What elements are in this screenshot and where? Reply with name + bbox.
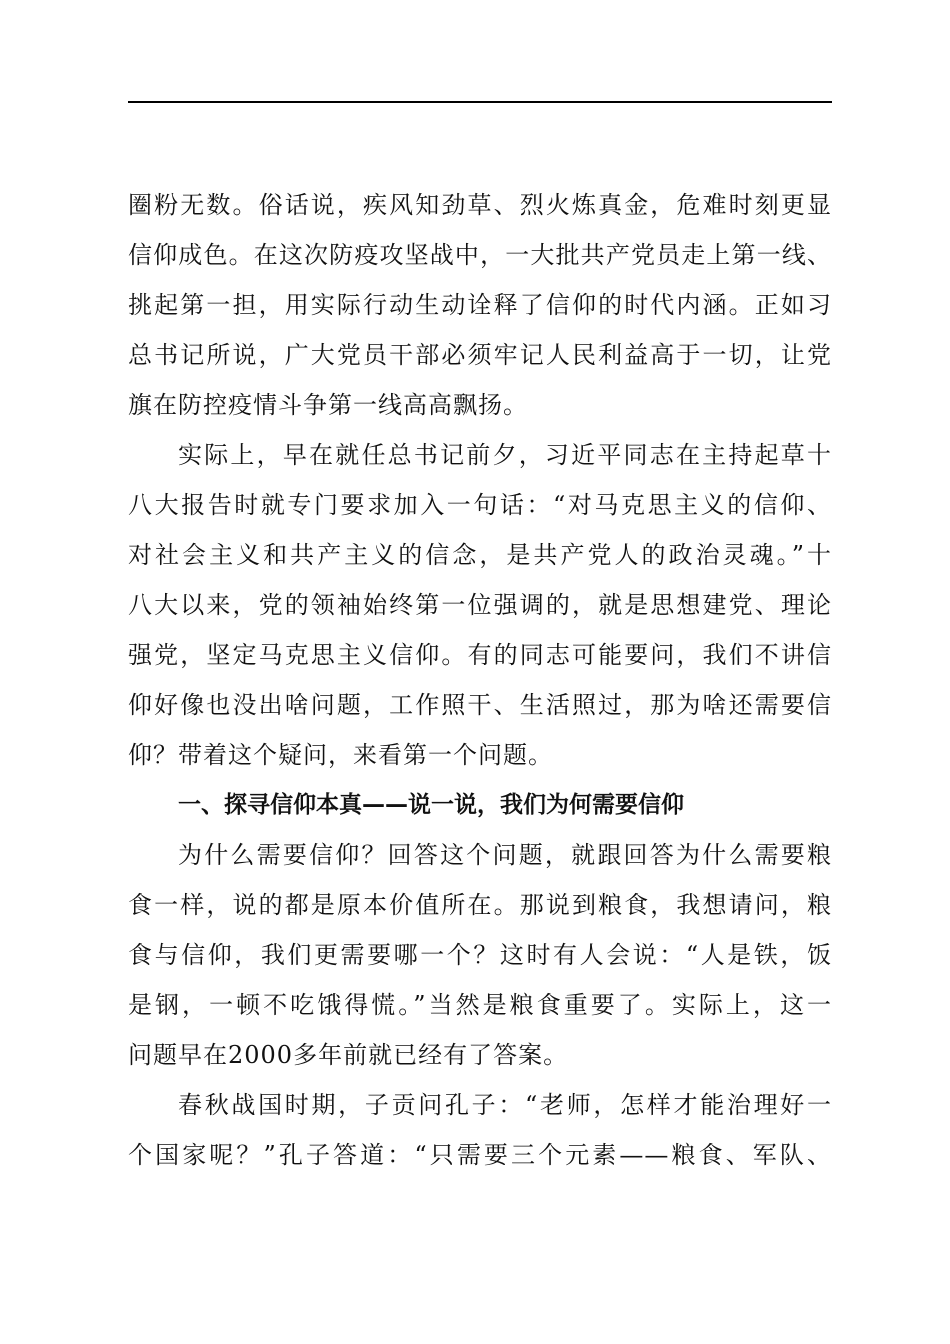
paragraph-1-line-4: 总书记所说，广大党员干部必须牢记人民利益高于一切，让党 [128,341,832,369]
paragraph-1-line-2: 信仰成色。在这次防疫攻坚战中，一大批共产党员走上第一线、 [128,241,832,269]
paragraph-1-line-5: 旗在防控疫情斗争第一线高高飘扬。 [128,391,528,419]
paragraph-1-line-1: 圈粉无数。俗话说，疾风知劲草、烈火炼真金，危难时刻更显 [128,191,832,219]
paragraph-3-line-2: 食一样，说的都是原本价值所在。那说到粮食，我想请问，粮 [128,891,832,919]
paragraph-2-line-4: 八大以来，党的领袖始终第一位强调的，就是思想建党、理论 [128,591,832,619]
paragraph-2-line-6: 仰好像也没出啥问题，工作照干、生活照过，那为啥还需要信 [128,691,832,719]
paragraph-3-line-3: 食与信仰，我们更需要哪一个？这时有人会说：“人是铁，饭 [128,941,832,969]
paragraph-3-line-4: 是钢，一顿不吃饿得慌。”当然是粮食重要了。实际上，这一 [128,991,832,1019]
paragraph-3-line-5: 问题早在2000多年前就已经有了答案。 [128,1041,569,1069]
paragraph-2-line-1: 实际上，早在就任总书记前夕，习近平同志在主持起草十 [178,441,832,469]
paragraph-3-line-1: 为什么需要信仰？回答这个问题，就跟回答为什么需要粮 [178,841,832,869]
paragraph-2-line-5: 强党，坚定马克思主义信仰。有的同志可能要问，我们不讲信 [128,641,832,669]
paragraph-1-line-3: 挑起第一担，用实际行动生动诠释了信仰的时代内涵。正如习 [128,291,832,319]
paragraph-4-line-2: 个国家呢？”孔子答道：“只需要三个元素——粮食、军队、 [128,1141,832,1169]
section-heading: 一、探寻信仰本真——说一说，我们为何需要信仰 [178,792,684,818]
header-rule [128,101,832,103]
paragraph-4-line-1: 春秋战国时期，子贡问孔子：“老师，怎样才能治理好一 [178,1091,832,1119]
paragraph-2-line-3: 对社会主义和共产主义的信念，是共产党人的政治灵魂。”十 [128,541,832,569]
paragraph-2-line-7: 仰？带着这个疑问，来看第一个问题。 [128,741,553,769]
paragraph-2-line-2: 八大报告时就专门要求加入一句话：“对马克思主义的信仰、 [128,491,832,519]
